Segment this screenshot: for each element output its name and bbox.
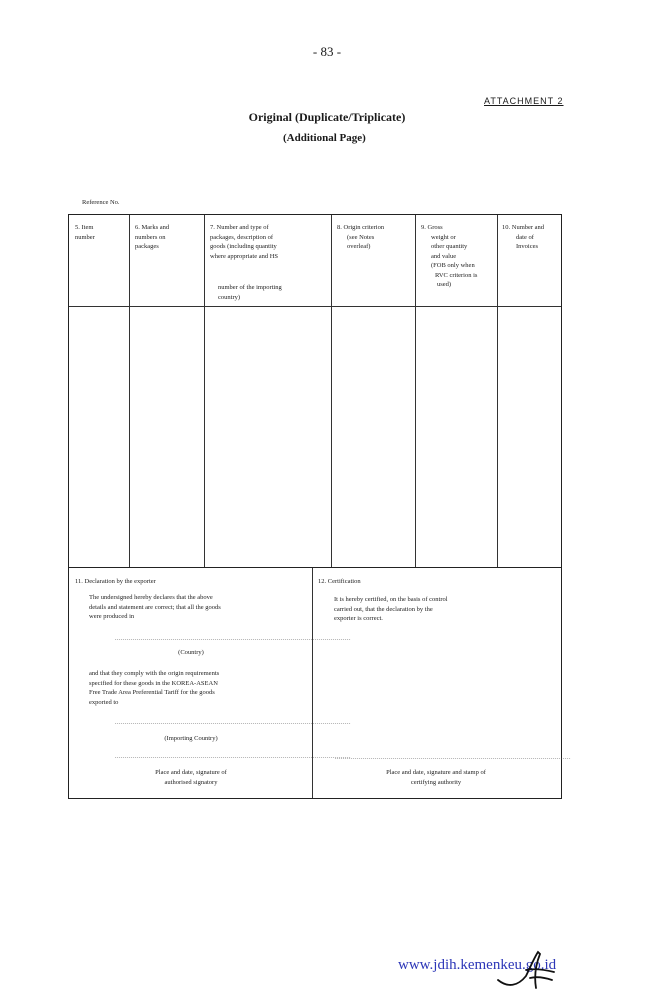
certification-heading: 12. Certification <box>318 578 361 585</box>
dotted-line-exporter-signature: ...................................................................................................................... <box>115 754 351 760</box>
authority-signature-label: Place and date, signature and stamp of certifying authority <box>386 769 486 786</box>
column-header-marks: 6. Marks and numbers on packages <box>135 224 170 250</box>
document-subtitle: (Additional Page) <box>283 132 366 144</box>
signature-scribble-icon <box>496 948 556 990</box>
column-header-gross-weight: 9. Gross weight or other quantity and value (FOB only when RVC criterion is used) <box>421 224 478 288</box>
exporter-signature-label: Place and date, signature of authorised signatory <box>155 769 227 786</box>
importing-country-label: (Importing Country) <box>164 735 218 742</box>
declaration-certification-section <box>68 567 571 799</box>
page-number: - 83 - <box>312 44 342 59</box>
column-header-invoices: 10. Number and date of Invoices <box>502 224 545 250</box>
column-header-item-number: 5. Item number <box>75 224 95 241</box>
dotted-line-authority-signature: ...................................................................................................................... <box>335 755 571 761</box>
document-title: Original (Duplicate/Triplicate) <box>248 110 406 124</box>
column-header-origin-criterion: 8. Origin criterion (see Notes overleaf) <box>337 224 385 250</box>
declaration-paragraph-1: The undersigned hereby declares that the above details and statement are correct; that all the goods were produced in <box>89 594 221 620</box>
certification-paragraph: It is hereby certified, on the basis of control carried out, that the declaration by the exporter is correct. <box>334 596 448 622</box>
declaration-heading: 11. Declaration by the exporter <box>75 578 156 585</box>
country-label: (Country) <box>178 649 204 656</box>
dotted-line-country: ...................................................................................................................... <box>115 636 351 642</box>
column-header-description-cont: number of the importing country) <box>218 284 282 301</box>
declaration-paragraph-2: and that they comply with the origin requirements specified for these goods in the KOREA-ASEAN Free Trade Area Preferential Tariff for the goods exported to <box>89 670 220 706</box>
goods-table <box>68 214 562 568</box>
website-watermark: www.jdih.kemenkeu.go.id <box>398 957 557 973</box>
dotted-line-importing-country: ...................................................................................................................... <box>115 720 351 726</box>
reference-number-label: Reference No. <box>82 199 120 206</box>
column-header-description: 7. Number and type of packages, description of goods (including quantity where appropriate and HS <box>210 224 279 260</box>
attachment-label: ATTACHMENT 2 <box>484 96 564 106</box>
